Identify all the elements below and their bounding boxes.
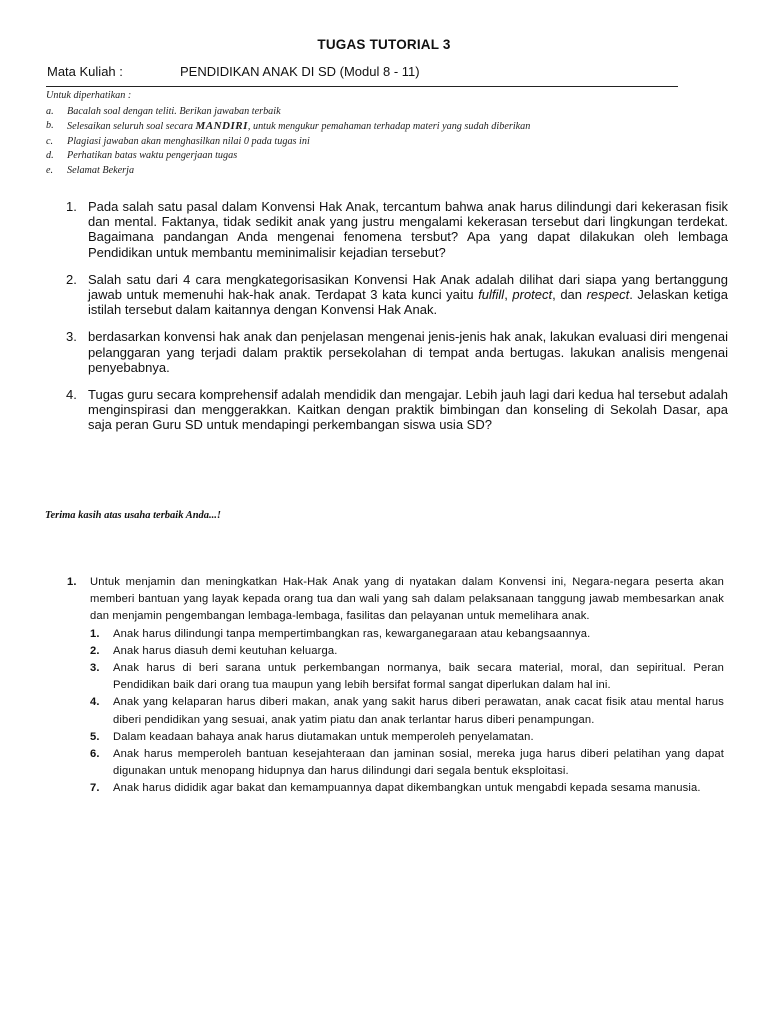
- point-text: Anak harus memperoleh bantuan kesejahteraan dan jaminan sosial, mereka juga harus diberi pelatihan yang dapat digunakan untuk menopang hidupnya dan harus dilindungi dari segala bentuk eksploitasi.: [113, 748, 724, 778]
- term-protect: protect: [512, 287, 553, 303]
- answer-block: [67, 574, 724, 798]
- point-number: 1.: [90, 627, 100, 640]
- question-text: [88, 272, 728, 318]
- instructions-block: [46, 89, 686, 179]
- course-label: Mata Kuliah :: [47, 64, 123, 79]
- instruction-text: Bacalah soal dengan teliti. Berikan jawaban terbaik: [67, 105, 281, 117]
- answer-point: [90, 780, 724, 797]
- answer-point: [90, 643, 724, 660]
- course-value: PENDIDIKAN ANAK DI SD (Modul 8 - 11): [180, 64, 420, 79]
- answer-intro: [67, 574, 724, 626]
- instructions-heading: Untuk diperhatikan :: [46, 90, 132, 101]
- header-divider: [46, 86, 678, 87]
- term-fulfill: fulfill: [478, 287, 505, 303]
- instruction-text: [67, 119, 530, 135]
- point-number: 3.: [90, 662, 100, 675]
- question-text: berdasarkan konvensi hak anak dan penjelasan mengenai jenis-jenis hak anak, lakukan evaluasi diri mengenai pelanggaran yang terjadi dalam praktik persekolahan di tempat anda bertugas. lakukan analisis mengenai penyebabnya.: [88, 329, 728, 375]
- instruction-item: [46, 119, 686, 135]
- point-number: 7.: [90, 782, 100, 795]
- question-text-part: . Jelaskan ketiga istilah tersebut dalam kaitannya dengan Konvensi Hak Anak.: [88, 287, 728, 318]
- instruction-mark: e.: [46, 164, 54, 176]
- question-item: [66, 387, 728, 433]
- question-text: Tugas guru secara komprehensif adalah mendidik dan mengajar. Lebih jauh lagi dari kedua hal tersebut adalah menginspirasi dan menggerakkan. Kaitkan dengan praktik bimbingan dan konseling di Sekolah Dasar, apa saja peran Guru SD untuk mendapingi perkembangan siswa usia SD?: [88, 387, 728, 433]
- point-number: 2.: [90, 644, 100, 657]
- instruction-text-part: Selesaikan seluruh soal secara: [67, 121, 196, 133]
- instruction-item: [46, 105, 686, 120]
- question-list: [66, 199, 728, 445]
- instruction-item: [46, 135, 686, 150]
- instruction-emphasis: MANDIRI: [195, 120, 248, 133]
- answer-point: [90, 660, 724, 694]
- question-number: 4.: [66, 387, 77, 403]
- answer-point: [90, 729, 724, 746]
- question-number: 3.: [66, 329, 77, 345]
- answer-point: [90, 694, 724, 728]
- instruction-text: Plagiasi jawaban akan menghasilkan nilai 0 pada tugas ini: [67, 135, 310, 147]
- point-text: Anak harus dididik agar bakat dan kemampuannya dapat dikembangkan untuk mengabdi kepada sesama manusia.: [113, 782, 701, 795]
- instruction-mark: a.: [46, 105, 54, 117]
- instruction-text: Perhatikan batas waktu pengerjaan tugas: [67, 150, 238, 162]
- answer-point: [90, 746, 724, 780]
- instruction-item: [46, 164, 686, 179]
- point-number: 4.: [90, 696, 100, 709]
- instruction-text: Selamat Bekerja: [67, 164, 135, 176]
- point-text: Dalam keadaan bahaya anak harus diutamakan untuk memperoleh penyelamatan.: [113, 730, 534, 743]
- instruction-text-part: , untuk mengukur pemahaman terhadap materi yang sudah diberikan: [247, 121, 531, 133]
- point-text: Anak harus dilindungi tanpa mempertimbangkan ras, kewarganegaraan atau kebangsaannya.: [113, 627, 591, 640]
- answer-point: [90, 626, 724, 643]
- point-text: Anak harus di beri sarana untuk perkembangan normanya, baik secara material, moral, dan sepiritual. Peran Pendidikan baik dari orang tua maupun yang lebih bersifat formal sangat diperlukan dalam hal ini.: [113, 662, 724, 692]
- point-text: Anak yang kelaparan harus diberi makan, anak yang sakit harus diberi perawatan, anak cacat fisik atau mental harus diberi pendidikan yang sesuai, anak yatim piatu dan anak terlantar harus diberi penampungan.: [113, 696, 724, 726]
- question-number: 2.: [66, 271, 77, 287]
- instruction-mark: d.: [46, 150, 54, 162]
- term-respect: respect: [586, 287, 630, 303]
- question-item: [66, 329, 728, 375]
- question-text-part: ,: [504, 287, 513, 303]
- answer-intro-text: Untuk menjamin dan meningkatkan Hak-Hak Anak yang di nyatakan dalam Konvensi ini, Negara-negara peserta akan memberi bantuan yang layak kepada orang tua dan wali yang sah dalam pelaksanaan tanggung jawab membesarkan anak dan menjamin pengembangan lembaga-lembaga, fasilitas dan pelayanan untuk memelihara anak.: [90, 576, 724, 623]
- question-item: [66, 199, 728, 260]
- question-number: 1.: [66, 199, 77, 214]
- closing-note: Terima kasih atas usaha terbaik Anda...!: [45, 510, 222, 521]
- question-item: [66, 272, 728, 318]
- answer-points: [67, 626, 724, 798]
- point-number: 6.: [90, 748, 100, 761]
- instruction-item: [46, 149, 686, 164]
- question-text: Pada salah satu pasal dalam Konvensi Hak Anak, tercantum bahwa anak harus dilindungi dari kekerasan fisik dan mental. Faktanya, tidak sedikit anak yang justru mengalami kekerasan tersebut dari lingkungan terdekat. Bagaimana pandangan Anda mengenai fenomena tersbut? Apa yang dapat dilakukan oleh lembaga Pendidikan untuk membantu meminimalisir kejadian tersebut?: [88, 199, 728, 260]
- question-text-part: Salah satu dari 4 cara mengkategorisasikan Konvensi Hak Anak adalah dilihat dari siapa yang bertanggung jawab untuk memenuhi hak-hak anak. Terdapat 3 kata kunci yaitu: [88, 271, 728, 303]
- page-title: TUGAS TUTORIAL 3: [317, 37, 451, 52]
- instruction-mark: b.: [46, 120, 54, 132]
- answer-number: 1.: [67, 576, 77, 588]
- instruction-mark: c.: [46, 135, 54, 147]
- point-number: 5.: [90, 730, 100, 743]
- course-line: [47, 64, 420, 79]
- point-text: Anak harus diasuh demi keutuhan keluarga.: [113, 644, 338, 657]
- question-text-part: , dan: [552, 287, 587, 303]
